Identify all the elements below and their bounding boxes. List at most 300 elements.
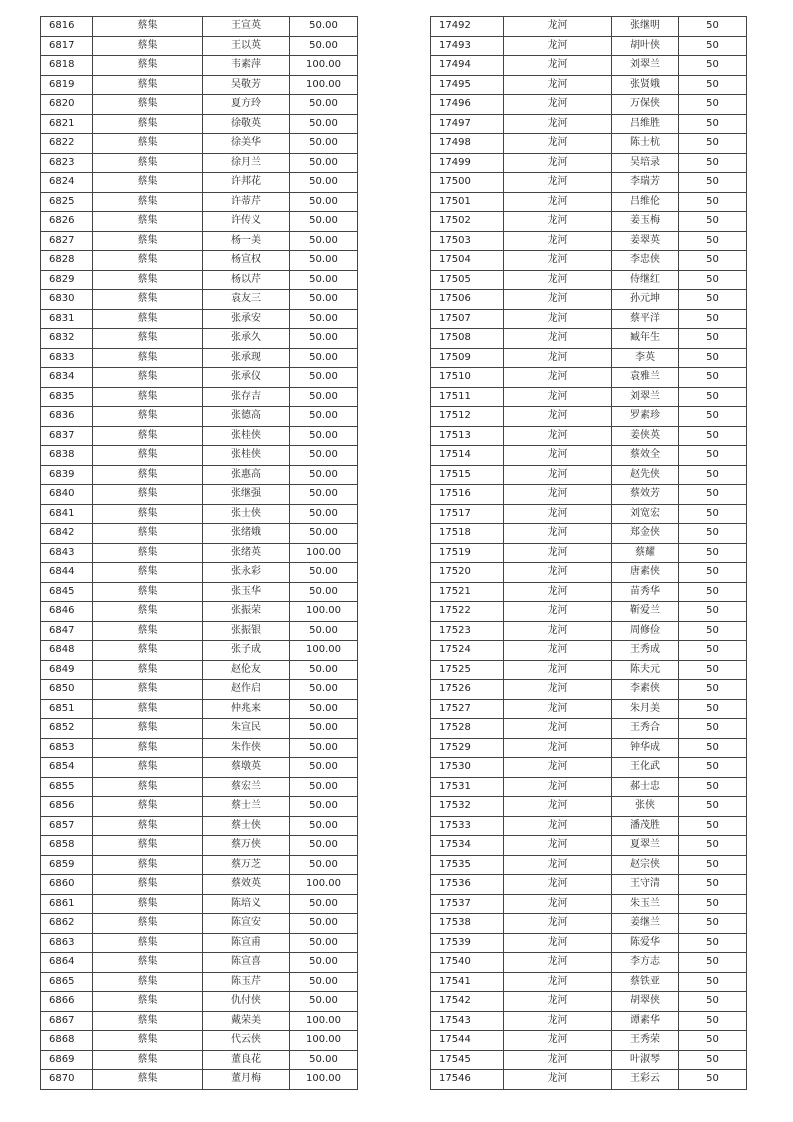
person-name-cell: 张惠高 [203,465,290,485]
record-id-cell: 6844 [41,563,93,583]
record-id-cell: 6847 [41,621,93,641]
person-name-cell: 陈培义 [203,894,290,914]
person-name-cell: 张桂侠 [203,426,290,446]
village-cell: 蔡集 [93,192,203,212]
table-row [41,329,358,349]
village-cell: 蔡集 [93,524,203,544]
table-row [431,543,747,563]
amount-cell: 50.00 [290,972,358,992]
amount-cell: 100.00 [290,1011,358,1031]
table-row [431,758,747,778]
amount-cell: 50.00 [290,933,358,953]
person-name-cell: 杨一美 [203,231,290,251]
table-row [41,153,358,173]
record-id-cell: 6862 [41,914,93,934]
table-row [41,777,358,797]
village-cell: 蔡集 [93,680,203,700]
person-name-cell: 叶淑琴 [612,1050,679,1070]
person-name-cell: 张存吉 [203,387,290,407]
person-name-cell: 张绪英 [203,543,290,563]
person-name-cell: 罗素珍 [612,407,679,427]
person-name-cell: 李忠侠 [612,251,679,271]
table-row [41,953,358,973]
amount-cell: 50 [679,894,747,914]
record-id-cell: 17504 [431,251,504,271]
amount-cell: 50 [679,446,747,466]
table-row [431,641,747,661]
amount-cell: 100.00 [290,641,358,661]
record-id-cell: 17495 [431,75,504,95]
record-id-cell: 6839 [41,465,93,485]
table-row [431,933,747,953]
record-id-cell: 17525 [431,660,504,680]
village-cell: 蔡集 [93,251,203,271]
village-cell: 蔡集 [93,563,203,583]
person-name-cell: 朱月美 [612,699,679,719]
person-name-cell: 袁友三 [203,290,290,310]
table-row [41,738,358,758]
table-row [431,17,747,37]
record-id-cell: 6853 [41,738,93,758]
village-cell: 龙河 [504,56,612,76]
village-cell: 龙河 [504,972,612,992]
table-row [41,407,358,427]
record-id-cell: 17499 [431,153,504,173]
amount-cell: 50 [679,231,747,251]
record-id-cell: 17512 [431,407,504,427]
amount-cell: 50 [679,504,747,524]
record-id-cell: 6870 [41,1070,93,1090]
record-id-cell: 6845 [41,582,93,602]
table-row [41,641,358,661]
amount-cell: 100.00 [290,1031,358,1051]
record-id-cell: 17545 [431,1050,504,1070]
record-id-cell: 17509 [431,348,504,368]
record-id-cell: 6828 [41,251,93,271]
record-id-cell: 17535 [431,855,504,875]
table-row [41,992,358,1012]
person-name-cell: 陈士杭 [612,134,679,154]
person-name-cell: 蔡效芳 [612,485,679,505]
record-id-cell: 17520 [431,563,504,583]
amount-cell: 50 [679,543,747,563]
table-row [41,1050,358,1070]
table-row [431,231,747,251]
person-name-cell: 陈宣安 [203,914,290,934]
table-row [41,348,358,368]
table-row [431,212,747,232]
person-name-cell: 张振银 [203,621,290,641]
amount-cell: 50 [679,465,747,485]
table-row [41,56,358,76]
amount-cell: 50 [679,212,747,232]
person-name-cell: 赵宗侠 [612,855,679,875]
village-cell: 蔡集 [93,855,203,875]
village-cell: 蔡集 [93,972,203,992]
person-name-cell: 张侠 [612,797,679,817]
village-cell: 龙河 [504,75,612,95]
person-name-cell: 陈宣喜 [203,953,290,973]
table-row [431,777,747,797]
amount-cell: 50 [679,485,747,505]
village-cell: 龙河 [504,621,612,641]
village-cell: 龙河 [504,465,612,485]
amount-cell: 50 [679,153,747,173]
village-cell: 龙河 [504,836,612,856]
left-table [40,16,358,1090]
person-name-cell: 许蒂芹 [203,192,290,212]
person-name-cell: 张贤娥 [612,75,679,95]
person-name-cell: 朱宣民 [203,719,290,739]
record-id-cell: 17523 [431,621,504,641]
amount-cell: 50 [679,95,747,115]
amount-cell: 50 [679,56,747,76]
village-cell: 龙河 [504,348,612,368]
amount-cell: 50.00 [290,680,358,700]
table-row [41,875,358,895]
record-id-cell: 6856 [41,797,93,817]
village-cell: 龙河 [504,563,612,583]
person-name-cell: 代云侠 [203,1031,290,1051]
village-cell: 蔡集 [93,953,203,973]
amount-cell: 50 [679,1050,747,1070]
village-cell: 龙河 [504,134,612,154]
amount-cell: 50.00 [290,992,358,1012]
person-name-cell: 孙元坤 [612,290,679,310]
table-row [41,290,358,310]
record-id-cell: 6834 [41,368,93,388]
person-name-cell: 张子成 [203,641,290,661]
record-id-cell: 6863 [41,933,93,953]
amount-cell: 50.00 [290,231,358,251]
record-id-cell: 17511 [431,387,504,407]
village-cell: 龙河 [504,95,612,115]
person-name-cell: 吕维伦 [612,192,679,212]
table-row [431,953,747,973]
record-id-cell: 17522 [431,602,504,622]
person-name-cell: 蔡士兰 [203,797,290,817]
village-cell: 蔡集 [93,407,203,427]
person-name-cell: 赵作启 [203,680,290,700]
village-cell: 龙河 [504,173,612,193]
village-cell: 蔡集 [93,602,203,622]
person-name-cell: 蔡平洋 [612,309,679,329]
person-name-cell: 张德高 [203,407,290,427]
village-cell: 龙河 [504,407,612,427]
person-name-cell: 张承久 [203,329,290,349]
person-name-cell: 许邦花 [203,173,290,193]
table-row [431,153,747,173]
person-name-cell: 王宣英 [203,17,290,37]
village-cell: 蔡集 [93,231,203,251]
table-row [41,504,358,524]
record-id-cell: 17528 [431,719,504,739]
amount-cell: 50 [679,134,747,154]
village-cell: 龙河 [504,231,612,251]
amount-cell: 50.00 [290,816,358,836]
amount-cell: 50 [679,855,747,875]
person-name-cell: 万保侠 [612,95,679,115]
table-row [41,914,358,934]
record-id-cell: 17502 [431,212,504,232]
record-id-cell: 17492 [431,17,504,37]
amount-cell: 50 [679,777,747,797]
person-name-cell: 张承安 [203,309,290,329]
record-id-cell: 17507 [431,309,504,329]
table-row [431,855,747,875]
village-cell: 龙河 [504,368,612,388]
person-name-cell: 朱作侠 [203,738,290,758]
village-cell: 龙河 [504,680,612,700]
table-row [431,329,747,349]
record-id-cell: 17498 [431,134,504,154]
person-name-cell: 姜翠英 [612,231,679,251]
table-row [431,797,747,817]
amount-cell: 50 [679,738,747,758]
amount-cell: 50 [679,641,747,661]
amount-cell: 100.00 [290,1070,358,1090]
person-name-cell: 唐素侠 [612,563,679,583]
person-name-cell: 吕维胜 [612,114,679,134]
village-cell: 龙河 [504,1070,612,1090]
record-id-cell: 6833 [41,348,93,368]
person-name-cell: 杨宣权 [203,251,290,271]
village-cell: 龙河 [504,153,612,173]
village-cell: 龙河 [504,660,612,680]
person-name-cell: 徐月兰 [203,153,290,173]
amount-cell: 50.00 [290,582,358,602]
table-row [41,192,358,212]
village-cell: 蔡集 [93,465,203,485]
amount-cell: 50.00 [290,290,358,310]
amount-cell: 50.00 [290,953,358,973]
table-row [431,173,747,193]
person-name-cell: 赵伦友 [203,660,290,680]
table-row [431,738,747,758]
table-row [41,95,358,115]
person-name-cell: 胡翠侠 [612,992,679,1012]
person-name-cell: 胡叶侠 [612,36,679,56]
village-cell: 蔡集 [93,75,203,95]
village-cell: 龙河 [504,290,612,310]
amount-cell: 50.00 [290,485,358,505]
table-row [431,1031,747,1051]
amount-cell: 50.00 [290,855,358,875]
amount-cell: 50.00 [290,758,358,778]
table-row [41,660,358,680]
record-id-cell: 6869 [41,1050,93,1070]
amount-cell: 50.00 [290,660,358,680]
person-name-cell: 许传义 [203,212,290,232]
amount-cell: 100.00 [290,56,358,76]
table-row [431,36,747,56]
record-id-cell: 6830 [41,290,93,310]
table-row [431,992,747,1012]
record-id-cell: 17493 [431,36,504,56]
table-row [41,933,358,953]
village-cell: 龙河 [504,855,612,875]
table-row [41,446,358,466]
table-row [431,504,747,524]
amount-cell: 50 [679,192,747,212]
table-row [431,582,747,602]
village-cell: 龙河 [504,1031,612,1051]
amount-cell: 50.00 [290,329,358,349]
record-id-cell: 17494 [431,56,504,76]
village-cell: 龙河 [504,758,612,778]
record-id-cell: 17505 [431,270,504,290]
record-id-cell: 17542 [431,992,504,1012]
record-id-cell: 6823 [41,153,93,173]
person-name-cell: 张振荣 [203,602,290,622]
record-id-cell: 6859 [41,855,93,875]
person-name-cell: 姜侠英 [612,426,679,446]
record-id-cell: 17514 [431,446,504,466]
amount-cell: 50 [679,621,747,641]
amount-cell: 50 [679,660,747,680]
amount-cell: 50.00 [290,563,358,583]
record-id-cell: 6825 [41,192,93,212]
record-id-cell: 17546 [431,1070,504,1090]
person-name-cell: 姜继兰 [612,914,679,934]
table-row [41,212,358,232]
table-row [431,660,747,680]
village-cell: 蔡集 [93,933,203,953]
right-table-body [431,17,747,1090]
table-row [431,426,747,446]
person-name-cell: 蔡万侠 [203,836,290,856]
record-id-cell: 17534 [431,836,504,856]
amount-cell: 50.00 [290,173,358,193]
record-id-cell: 6824 [41,173,93,193]
amount-cell: 50 [679,836,747,856]
person-name-cell: 郝士忠 [612,777,679,797]
person-name-cell: 王秀成 [612,641,679,661]
record-id-cell: 6822 [41,134,93,154]
record-id-cell: 17508 [431,329,504,349]
village-cell: 蔡集 [93,485,203,505]
amount-cell: 100.00 [290,75,358,95]
record-id-cell: 6840 [41,485,93,505]
amount-cell: 50.00 [290,407,358,427]
person-name-cell: 仇付侠 [203,992,290,1012]
amount-cell: 50 [679,17,747,37]
record-id-cell: 6842 [41,524,93,544]
table-row [431,699,747,719]
person-name-cell: 王彩云 [612,1070,679,1090]
village-cell: 蔡集 [93,426,203,446]
village-cell: 龙河 [504,933,612,953]
record-id-cell: 6858 [41,836,93,856]
record-id-cell: 17519 [431,543,504,563]
person-name-cell: 杨以芹 [203,270,290,290]
person-name-cell: 徐敬英 [203,114,290,134]
table-row [431,621,747,641]
village-cell: 龙河 [504,1050,612,1070]
record-id-cell: 17526 [431,680,504,700]
amount-cell: 100.00 [290,543,358,563]
person-name-cell: 吴敬芳 [203,75,290,95]
village-cell: 龙河 [504,777,612,797]
village-cell: 龙河 [504,446,612,466]
amount-cell: 50.00 [290,153,358,173]
record-id-cell: 17517 [431,504,504,524]
village-cell: 蔡集 [93,446,203,466]
village-cell: 龙河 [504,602,612,622]
table-row [431,1011,747,1031]
person-name-cell: 朱玉兰 [612,894,679,914]
village-cell: 蔡集 [93,758,203,778]
amount-cell: 50 [679,914,747,934]
village-cell: 蔡集 [93,816,203,836]
person-name-cell: 张承现 [203,348,290,368]
table-row [41,309,358,329]
record-id-cell: 17529 [431,738,504,758]
village-cell: 龙河 [504,914,612,934]
amount-cell: 50.00 [290,504,358,524]
table-row [41,36,358,56]
person-name-cell: 潘茂胜 [612,816,679,836]
table-row [431,95,747,115]
village-cell: 蔡集 [93,290,203,310]
amount-cell: 50 [679,368,747,388]
village-cell: 蔡集 [93,621,203,641]
table-row [41,114,358,134]
table-row [431,56,747,76]
amount-cell: 50 [679,699,747,719]
record-id-cell: 6819 [41,75,93,95]
amount-cell: 50.00 [290,446,358,466]
amount-cell: 50.00 [290,270,358,290]
amount-cell: 100.00 [290,875,358,895]
person-name-cell: 靳爱兰 [612,602,679,622]
record-id-cell: 6831 [41,309,93,329]
amount-cell: 50 [679,348,747,368]
village-cell: 蔡集 [93,992,203,1012]
person-name-cell: 王秀荣 [612,1031,679,1051]
person-name-cell: 蔡效英 [203,875,290,895]
village-cell: 蔡集 [93,699,203,719]
amount-cell: 50 [679,1070,747,1090]
village-cell: 蔡集 [93,1050,203,1070]
person-name-cell: 赵先侠 [612,465,679,485]
record-id-cell: 17503 [431,231,504,251]
amount-cell: 50 [679,992,747,1012]
table-row [431,75,747,95]
person-name-cell: 陈玉芹 [203,972,290,992]
village-cell: 蔡集 [93,368,203,388]
amount-cell: 50.00 [290,465,358,485]
record-id-cell: 6836 [41,407,93,427]
record-id-cell: 6861 [41,894,93,914]
amount-cell: 50 [679,602,747,622]
record-id-cell: 6864 [41,953,93,973]
amount-cell: 50.00 [290,1050,358,1070]
village-cell: 蔡集 [93,95,203,115]
record-id-cell: 6854 [41,758,93,778]
amount-cell: 50.00 [290,192,358,212]
person-name-cell: 张继明 [612,17,679,37]
table-row [41,173,358,193]
village-cell: 蔡集 [93,1070,203,1090]
amount-cell: 50 [679,816,747,836]
village-cell: 蔡集 [93,875,203,895]
village-cell: 龙河 [504,582,612,602]
village-cell: 龙河 [504,114,612,134]
table-row [431,465,747,485]
person-name-cell: 蔡墩英 [203,758,290,778]
person-name-cell: 夏方玲 [203,95,290,115]
